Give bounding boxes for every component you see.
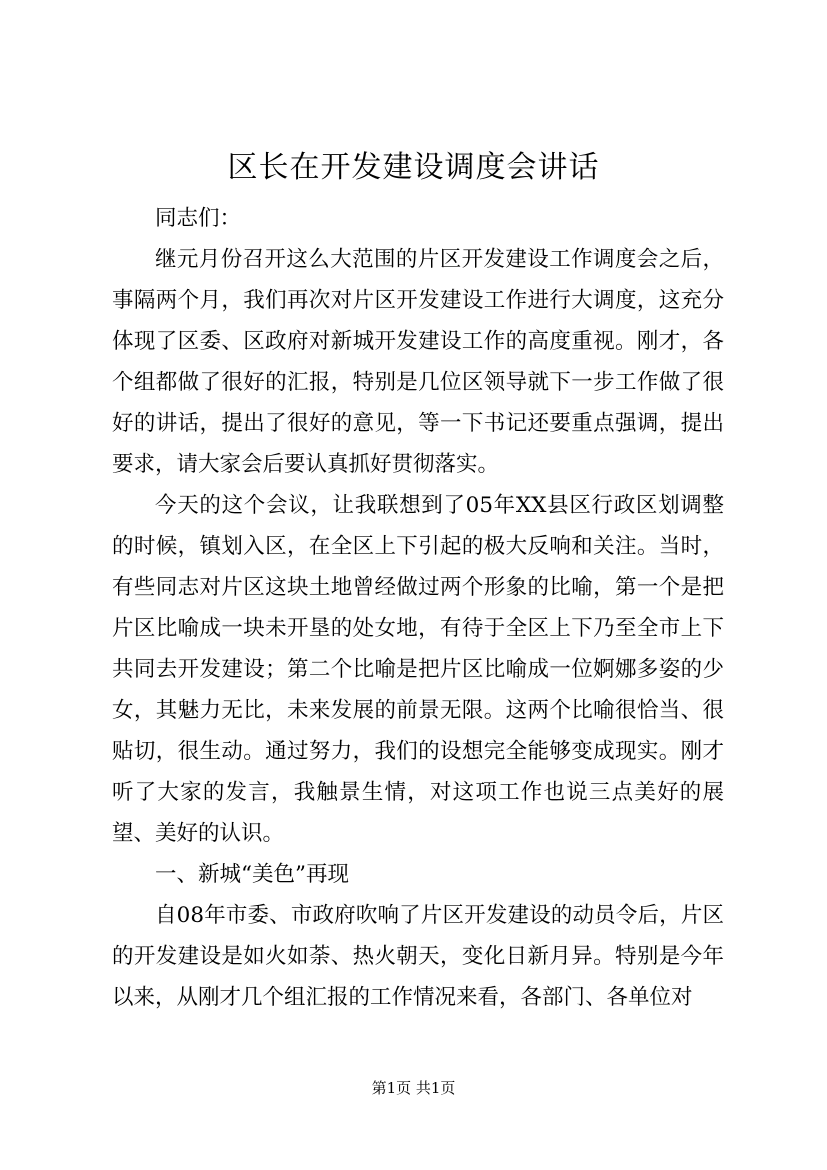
salutation: 同志们： (155, 206, 242, 231)
paragraph-2: 今天的这个会议，让我联想到了05年XX县区行政区划调整的时候，镇划入区，在全区上下引起的极大反响和关注。当时，有些同志对片区这块土地曾经做过两个形象的比喻，第一个是把片区比喻成一块未开垦的处女地，有待于全区上下乃至全市上下共同去开发建设；第二个比喻是把片区比喻成一位婀娜多姿的少女，其魅力无比，未来发展的前景无限。这两个比喻很恰当、很贴切，很生动。通过努力，我们的设想完全能够变成现实。刚才听了大家的发言，我触景生情，对这项工作也说三点美好的展望、美好的认识。 (112, 493, 724, 846)
paragraph-1: 继元月份召开这么大范围的片区开发建设工作调度会之后，事隔两个月，我们再次对片区开发建设工作进行大调度，这充分体现了区委、区政府对新城开发建设工作的高度重视。刚才，各个组都做了很好的汇报，特别是几位区领导就下一步工作做了很好的讲话，提出了很好的意见，等一下书记还要重点强调，提出要求，请大家会后要认真抓好贯彻落实。 (112, 247, 724, 477)
section-heading: 一、新城“美色”再现 (155, 862, 349, 887)
page-number-footer: 第1页 共1页 (371, 1079, 456, 1097)
document-body (112, 198, 724, 1018)
section-paragraph: 自08年市委、市政府吹响了片区开发建设的动员令后，片区的开发建设是如火如荼、热火朝天，变化日新月异。特别是今年以来，从刚才几个组汇报的工作情况来看，各部门、各单位对 (112, 903, 724, 1010)
document-title: 区长在开发建设调度会讲话 (227, 150, 600, 185)
